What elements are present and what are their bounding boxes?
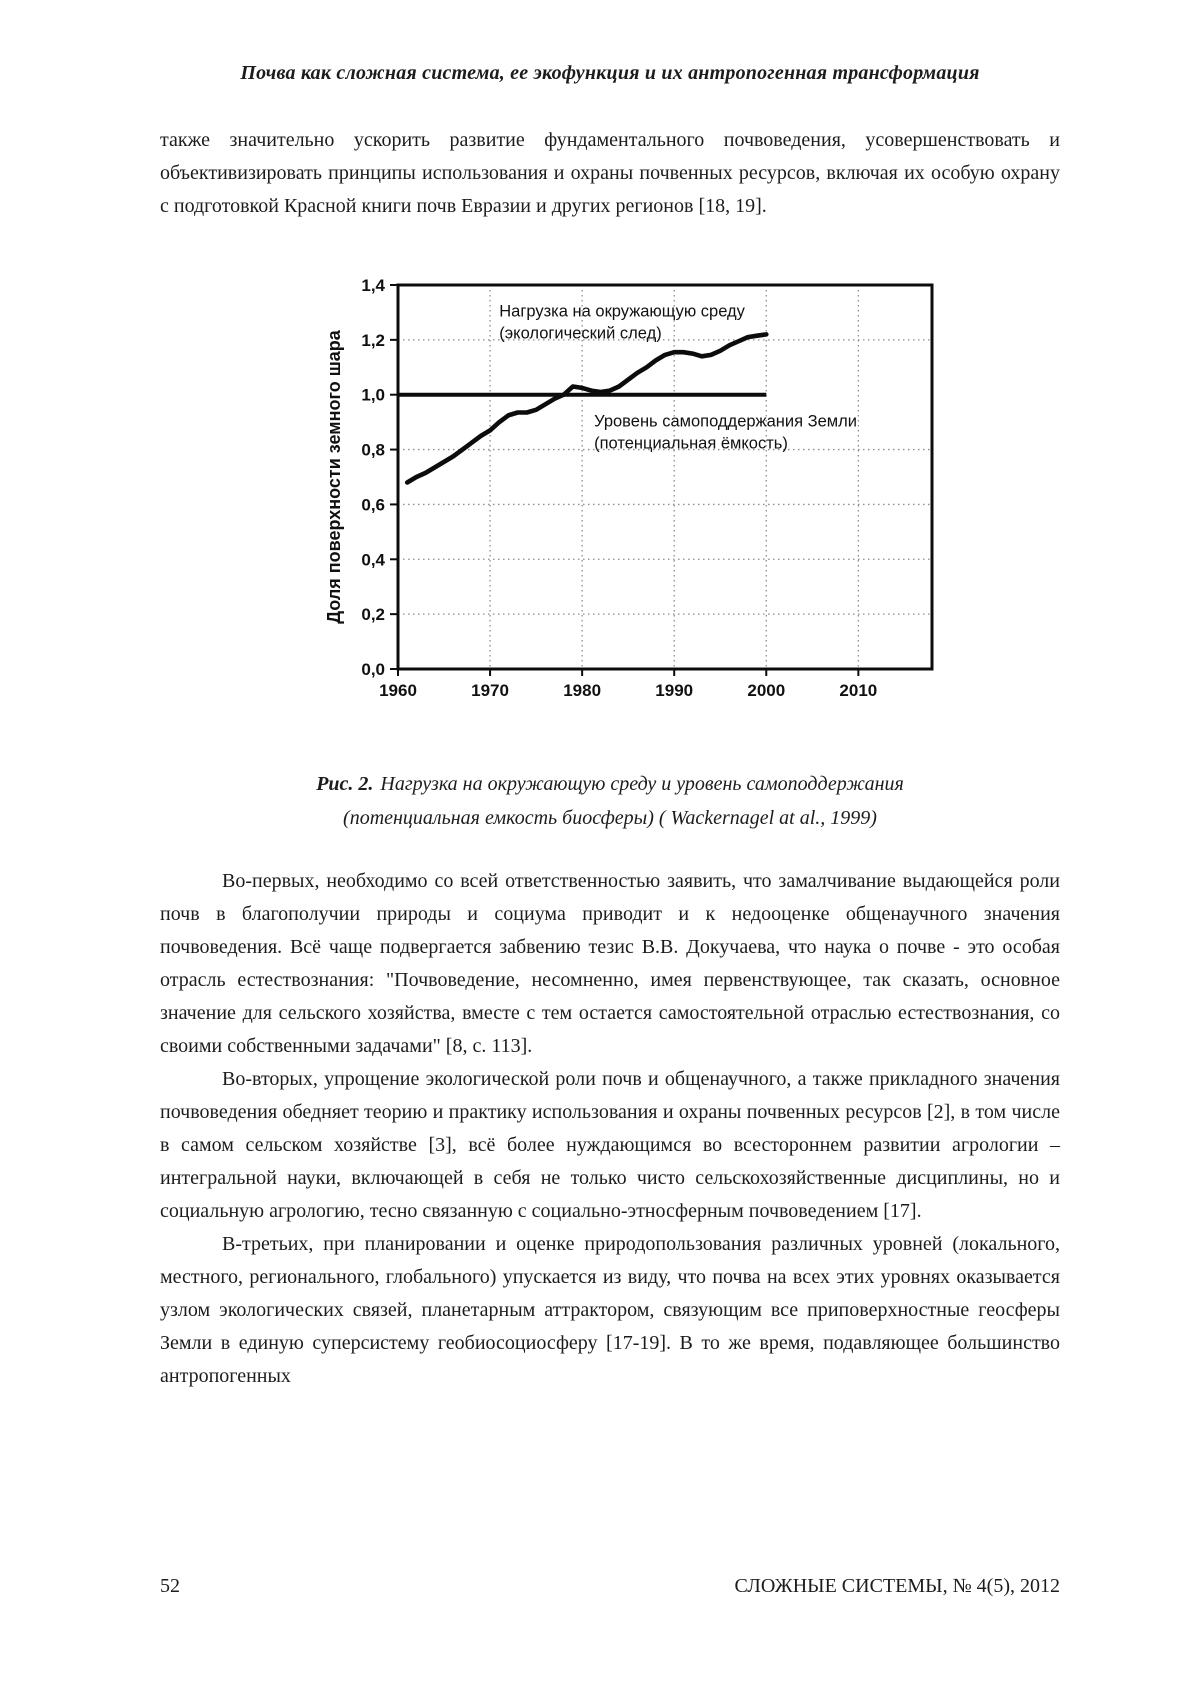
y-axis-tick-label: 1,2 (361, 330, 385, 350)
y-axis-title: Доля поверхности земного шара (324, 330, 344, 624)
paragraph-continuation: также значительно ускорить развитие фундаментального почвоведения, усовершенствовать и объективизировать принципы использования и охраны почвенных ресурсов, включая их особую охрану с подготовкой Красной книги почв Евразии и других регионов [18, 19]. (160, 129, 1060, 217)
x-axis-tick-label: 1990 (655, 681, 694, 700)
paragraph-firstly: Во-первых, необходимо со всей ответственностью заявить, что замалчивание выдающейся роли почв в благополучии природы и социума приводит и к недооценке общенаучного значения почвоведения. Всё чаще подвергается забвению тезис В.В. Докучаева, что наука о почве - это особая отрасль естествознания: "Почвоведение, несомненно, имея первенствующее, так сказать, основное значение для сельского хозяйства, вместе с тем остается самостоятельной отраслью естествознания, со своими собственными задачами" [8, с. 113]. (160, 870, 1060, 1057)
y-axis-tick-label: 0,6 (361, 495, 385, 515)
y-axis-tick-label: 0,0 (361, 660, 385, 679)
figure-caption (160, 767, 1060, 835)
x-axis-tick-label: 2010 (839, 681, 878, 700)
y-axis-tick-label: 1,4 (361, 276, 385, 295)
plot-frame (398, 285, 932, 669)
figure-caption-line2: (потенциальная емкость биосферы) ( Wackernagel at al., 1999) (343, 807, 877, 829)
paragraph-thirdly: В-третьих, при планировании и оценке природопользования различных уровней (локального, местного, регионального, глобального) упускается из виду, что почва на всех этих уровнях оказывается узлом экологических связей, планетарным аттрактором, связующим все приповерхностные геосферы Земли в единую суперсистему геобиосоциосферу [17-19]. В то же время, подавляющее большинство антропогенных (160, 1233, 1060, 1387)
y-axis-tick-label: 0,8 (361, 440, 385, 460)
series-inline-label: (потенциальная ёмкость) (594, 434, 788, 453)
x-axis-tick-label: 1970 (471, 681, 509, 700)
y-axis-tick-label: 0,4 (361, 550, 385, 570)
series-inline-label: Нагрузка на окружающую среду (499, 302, 745, 321)
running-head: Почва как сложная система, ее экофункция и их антропогенная трансформация (240, 62, 980, 84)
figure-caption-line1: Нагрузка на окружающую среду и уровень самоподдержания (380, 773, 904, 795)
page-footer (160, 1575, 1060, 1598)
figure-caption-label: Рис. 2. (316, 773, 374, 795)
page-number: 52 (160, 1575, 180, 1597)
x-axis-tick-label: 2000 (747, 681, 786, 700)
paragraph-secondly: Во-вторых, упрощение экологической роли почв и общенаучного, а также прикладного значения почвоведения обедняет теорию и практику использования и охраны почвенных ресурсов [2], в том числе в самом сельском хозяйстве [3], всё более нуждающимся во всестороннем развитии агрологии – интегральной науки, включающей в себя не только чисто сельскохозяйственные дисциплины, но и социальную агрологию, тесно связанную с социально-этносферным почвоведением [17]. (160, 1068, 1060, 1222)
series-inline-label: Уровень самоподдержания Земли (594, 412, 857, 431)
body-text (160, 865, 1060, 1393)
series-inline-label: (экологический след) (499, 324, 662, 343)
journal-title: СЛОЖНЫЕ СИСТЕМЫ, № 4(5), 2012 (734, 1575, 1060, 1597)
y-axis-tick-label: 0,2 (361, 605, 385, 625)
figure-caption-line1-wrap (160, 767, 1060, 801)
y-axis-tick-label: 1,0 (361, 385, 385, 405)
figure-2 (318, 271, 966, 835)
x-axis-tick-label: 1960 (379, 681, 417, 700)
ecological-footprint-line (407, 334, 766, 482)
footprint-vs-capacity-chart (318, 271, 966, 703)
x-axis-tick-label: 1980 (563, 681, 602, 700)
